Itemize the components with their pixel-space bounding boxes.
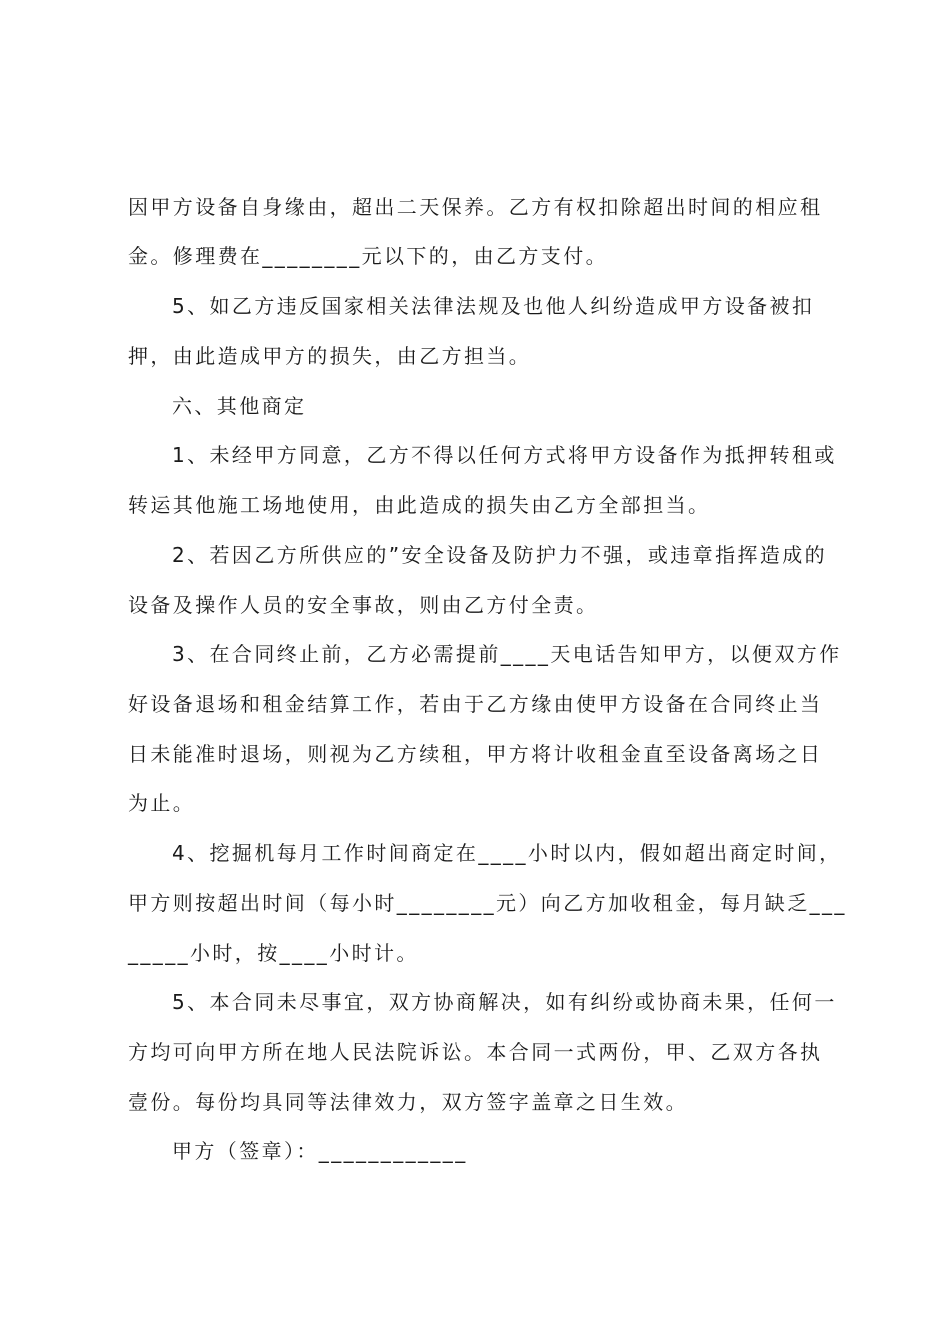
paragraph-line: 因甲方设备自身缘由，超出二天保养。乙方有权扣除超出时间的相应租 xyxy=(128,195,823,219)
clause-5-line: 5、如乙方违反国家相关法律法规及也他人纠纷造成甲方设备被扣 xyxy=(172,294,815,318)
section-heading: 六、其他商定 xyxy=(172,394,307,418)
paragraph-line: 金。修理费在________元以下的，由乙方支付。 xyxy=(128,244,608,268)
paragraph-line: 日未能准时退场，则视为乙方续租，甲方将计收租金直至设备离场之日 xyxy=(128,742,823,766)
paragraph-line: _____小时，按____小时计。 xyxy=(128,941,419,965)
paragraph-line: 押，由此造成甲方的损失，由乙方担当。 xyxy=(128,344,532,368)
paragraph-line: 甲方则按超出时间（每小时________元）向乙方加收租金，每月缺乏___ xyxy=(128,891,847,915)
paragraph-line: 为止。 xyxy=(128,791,196,815)
signature-line-party-a: 甲方（签章）：____________ xyxy=(172,1139,468,1163)
clause-1-line: 1、未经甲方同意，乙方不得以任何方式将甲方设备作为抵押转租或 xyxy=(172,443,837,467)
paragraph-line: 转运其他施工场地使用，由此造成的损失由乙方全部担当。 xyxy=(128,493,711,517)
paragraph-line: 方均可向甲方所在地人民法院诉讼。本合同一式两份，甲、乙双方各执 xyxy=(128,1040,823,1064)
paragraph-line: 好设备退场和租金结算工作，若由于乙方缘由使甲方设备在合同终止当 xyxy=(128,692,823,716)
clause-4-line: 4、挖掘机每月工作时间商定在____小时以内，假如超出商定时间， xyxy=(172,841,842,865)
clause-2-line: 2、若因乙方所供应的”安全设备及防护力不强，或违章指挥造成的 xyxy=(172,543,828,567)
clause-3-line: 3、在合同终止前，乙方必需提前____天电话告知甲方，以便双方作 xyxy=(172,642,842,666)
paragraph-line: 壹份。每份均具同等法律效力，双方签字盖章之日生效。 xyxy=(128,1090,688,1114)
clause-5-line: 5、本合同未尽事宜，双方协商解决，如有纠纷或协商未果，任何一 xyxy=(172,990,837,1014)
paragraph-line: 设备及操作人员的安全事故，则由乙方付全责。 xyxy=(128,593,599,617)
